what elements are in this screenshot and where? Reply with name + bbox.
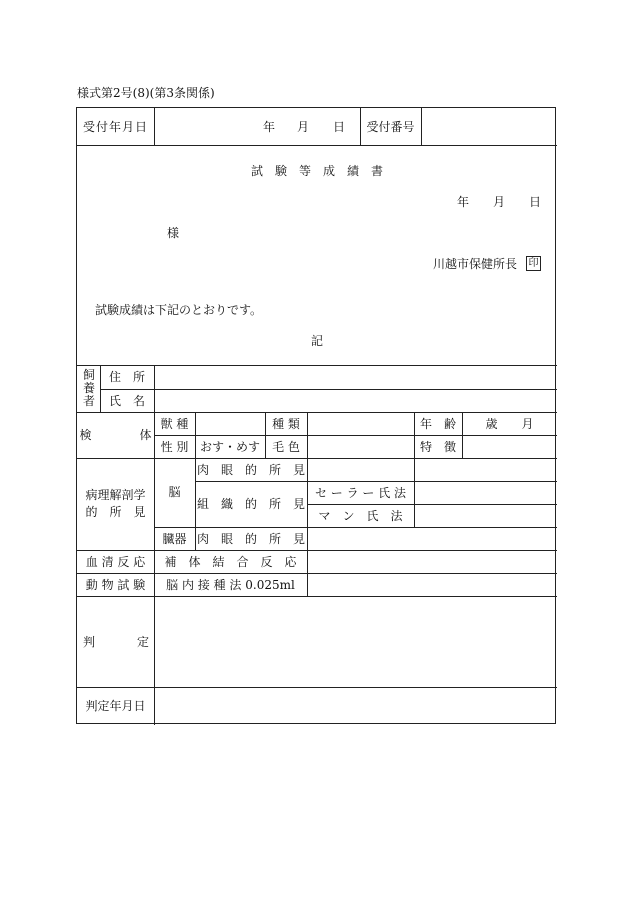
received-number-field[interactable] [422,109,556,144]
form-number: 様式第2号(8)(第3条関係) [77,86,215,100]
rule-owner-bottom [77,412,557,413]
rule-serology-col2 [307,550,308,596]
coat-color-label: 毛 色 [272,440,300,454]
note-heading: 記 [310,334,323,348]
rule-owner-mid [100,389,557,390]
rule-judgment-bottom [77,687,557,688]
judgment-label-right: 定 [137,635,150,649]
rule-path-col3 [307,458,308,550]
owner-address-label: 住 所 [108,370,145,384]
certificate-month: 月 [493,195,506,209]
serology-label: 血 清 反 応 [85,555,146,569]
sex-value: おす・めす [199,440,260,454]
owner-label-1: 飼 [82,368,95,382]
sex-label: 性 別 [160,440,189,454]
sellers-method: セ ー ラ ー 氏 法 [314,486,407,500]
animal-type-label: 獣 種 [160,417,189,431]
judgment-date-label: 判定年月日 [85,699,146,713]
received-month: 月 [297,120,310,134]
received-year: 年 [263,120,276,134]
rule-animal-test-bottom [77,596,557,597]
rule-specimen-bottom [77,458,557,459]
pathology-label-line1: 病理解剖学 [85,488,146,502]
rule-specimen-mid [154,435,557,436]
certificate-form [76,107,556,724]
organs-gross-findings: 肉 眼 的 所 見 [196,532,305,546]
rule-header-col1 [154,108,155,145]
received-number-label: 受付番号 [366,120,415,134]
seal-mark: 印 [526,256,541,271]
rule-serology-bottom [77,573,557,574]
brain-histology-findings: 組 織 的 所 見 [196,497,305,511]
rule-brain-gross-bottom [195,481,557,482]
rule-specimen-col4 [307,412,308,458]
owner-label-3: 者 [82,394,95,408]
received-date-label: 受付年月日 [82,120,148,134]
certificate-statement: 試験成績は下記のとおりです。 [95,303,263,317]
certificate-title: 試 験 等 成 績 書 [250,164,383,178]
judgment-label-left: 判 [83,635,96,649]
breed-label: 種 類 [272,417,300,431]
age-value: 歳 月 [485,417,534,431]
organs-label: 臓器 [162,532,187,546]
certificate-day: 日 [529,195,542,209]
rule-header-bottom [77,145,557,146]
rule-sellers-bottom [307,504,557,505]
serology-value: 補 体 結 合 反 応 [164,555,297,569]
animal-test-label: 動 物 試 験 [85,578,146,592]
owner-label-2: 養 [82,381,95,395]
owner-name-label: 氏 名 [108,394,145,408]
rule-pathology-bottom [77,550,557,551]
rule-path-col4 [414,458,415,527]
issuer-name: 川越市保健所長 [433,257,518,271]
rule-brain-bottom [154,527,557,528]
features-label: 特 徴 [419,440,456,454]
recipient-honorific: 様 [167,226,180,240]
certificate-year: 年 [457,195,470,209]
brain-label: 脳 [168,485,181,499]
animal-test-value: 脳 内 接 種 法 0.025ml [166,578,295,592]
mann-method: マ ン 氏 法 [318,509,403,523]
specimen-label: 検 体 [79,428,152,442]
received-day: 日 [333,120,346,134]
rule-cert-bottom [77,365,557,366]
pathology-label-line2: 的 所 見 [85,505,146,519]
age-label: 年 齢 [419,417,456,431]
brain-gross-findings: 肉 眼 的 所 見 [196,463,305,477]
